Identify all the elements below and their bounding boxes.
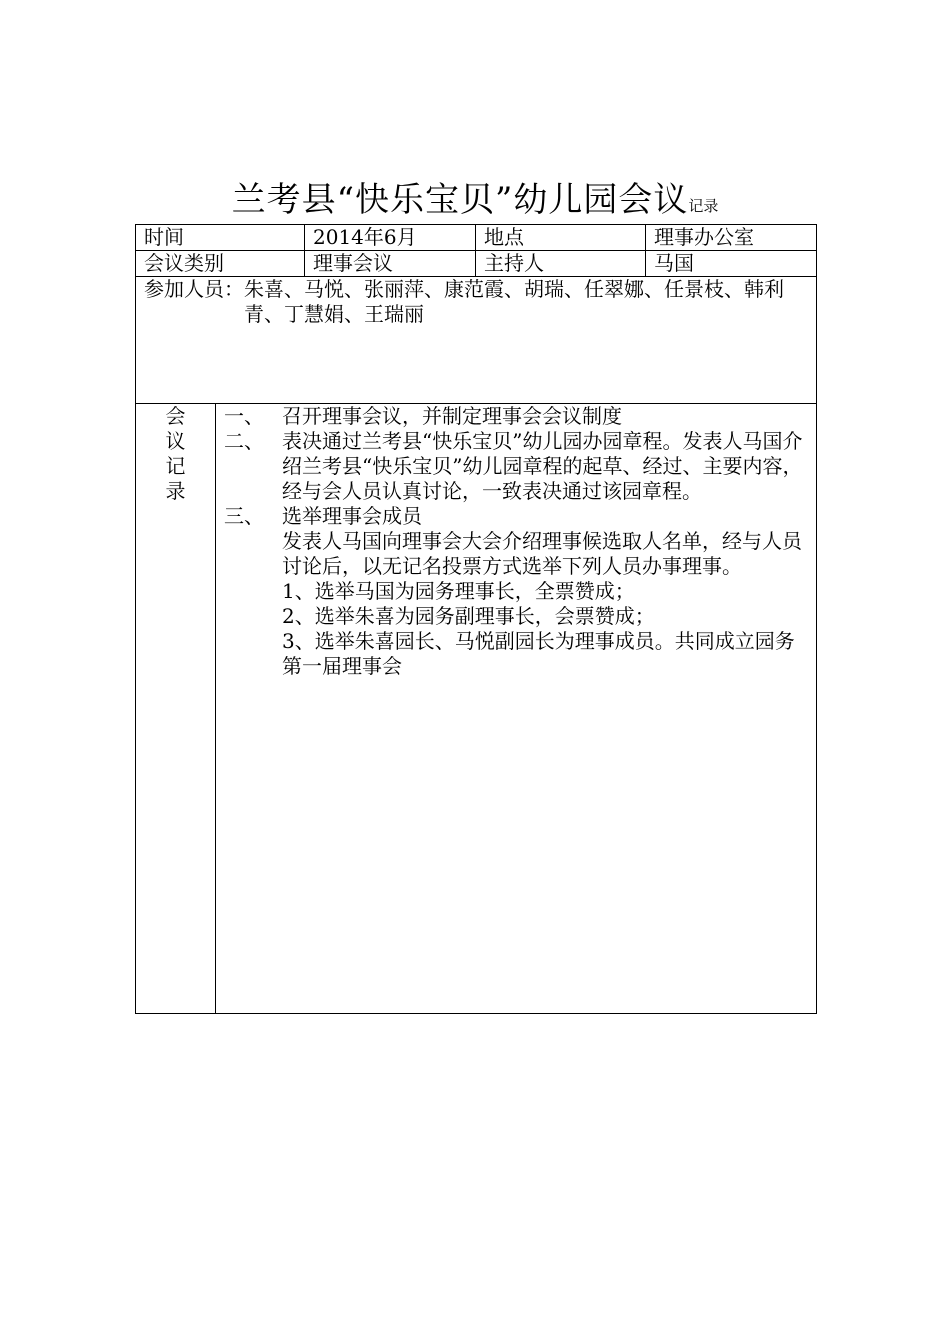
item-number: 一、 (224, 404, 264, 428)
document-title (135, 178, 815, 228)
time-label: 时间 (136, 225, 305, 251)
category-value: 理事会议 (305, 251, 476, 277)
attendees-names: 朱喜、马悦、张丽萍、康范霞、胡瑞、任翠娜、任景枝、韩利青、丁慧娟、王瑞丽 (244, 277, 784, 326)
info-row-time (136, 225, 817, 251)
record-item (224, 429, 808, 504)
attendees-cell (136, 277, 817, 404)
host-label: 主持人 (476, 251, 646, 277)
place-value: 理事办公室 (646, 225, 817, 251)
info-row-category (136, 251, 817, 277)
record-item (224, 404, 808, 429)
attendees-label: 参加人员： (144, 277, 244, 301)
record-paragraph: 发表人马国向理事会大会介绍理事候选取人名单，经与人员讨论后，以无记名投票方式选举下列人员办事理事。 (282, 529, 802, 578)
record-body (216, 404, 817, 1014)
record-item (224, 504, 808, 529)
item-number: 二、 (224, 429, 264, 453)
item-text: 选举理事会成员 (282, 504, 422, 528)
item-text: 召开理事会议，并制定理事会会议制度 (282, 404, 622, 428)
place-label: 地点 (476, 225, 646, 251)
record-label-cell (136, 404, 216, 1014)
record-paragraph: 2、选举朱喜为园务副理事长，会票赞成； (282, 604, 655, 628)
meeting-record-table (135, 224, 817, 1014)
item-number: 三、 (224, 504, 264, 528)
record-label: 会议记录 (165, 404, 186, 503)
category-label: 会议类别 (136, 251, 305, 277)
record-paragraph: 1、选举马国为园务理事长，全票赞成； (282, 579, 635, 603)
record-row (136, 404, 817, 1014)
title-suffix: 记录 (688, 197, 719, 215)
record-paragraph: 3、选举朱喜园长、马悦副园长为理事成员。共同成立园务第一届理事会 (282, 629, 795, 678)
title-main: 兰考县“快乐宝贝”幼儿园会议 (231, 180, 689, 220)
time-value: 2014年6月 (305, 225, 476, 251)
attendees-row (136, 277, 817, 404)
host-value: 马国 (646, 251, 817, 277)
item-text: 表决通过兰考县“快乐宝贝”幼儿园办园章程。发表人马国介绍兰考县“快乐宝贝”幼儿园章程的起草、经过、主要内容，经与会人员认真讨论，一致表决通过该园章程。 (282, 429, 803, 503)
